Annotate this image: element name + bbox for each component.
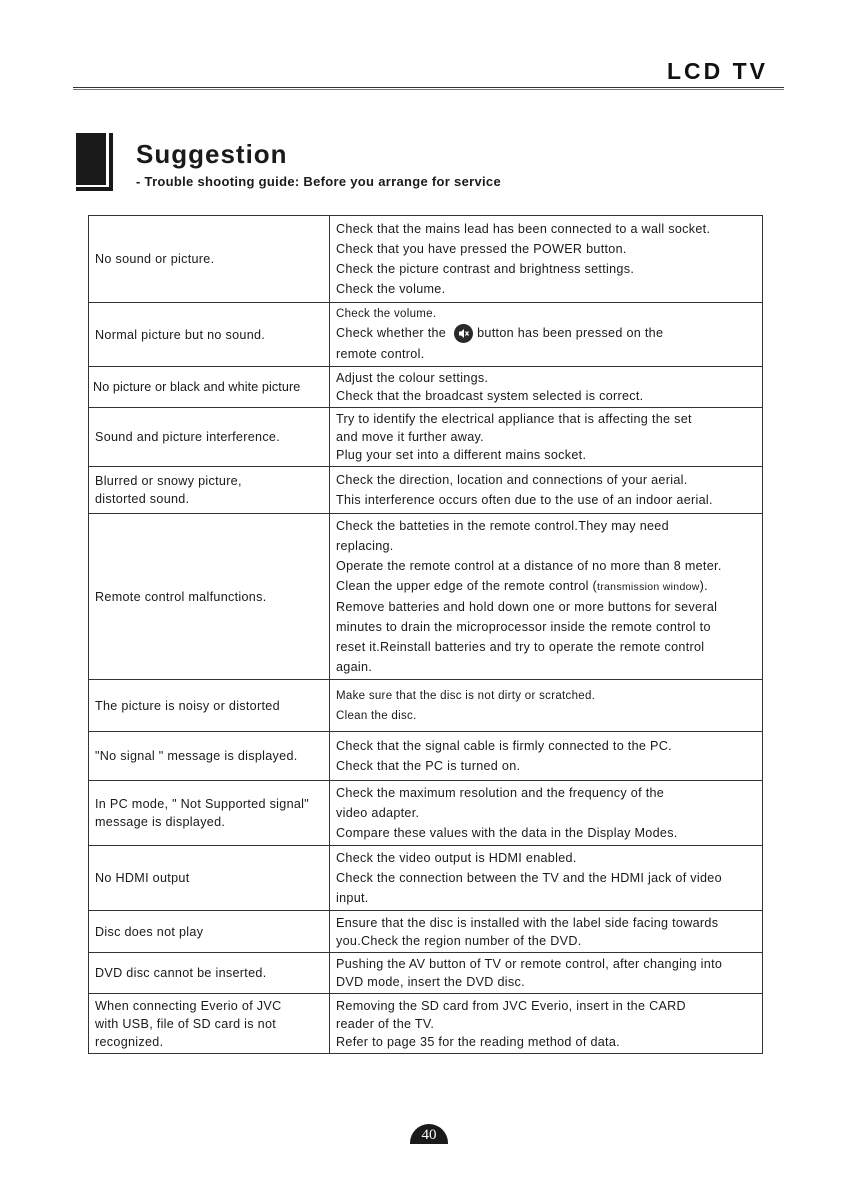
problem-cell — [89, 514, 330, 680]
problem-cell — [89, 367, 330, 408]
solution-text: Remove batteries and hold down one or more buttons for several — [336, 600, 718, 614]
table-row — [89, 367, 763, 408]
solution-text: again. — [336, 660, 373, 674]
solution-text: Ensure that the disc is installed with the label side facing towards — [336, 915, 719, 930]
solution-cell — [330, 846, 763, 911]
problem-cell — [89, 911, 330, 953]
solution-cell — [330, 680, 763, 732]
solution-cell — [330, 911, 763, 953]
problem-cell — [89, 994, 330, 1054]
solution-text: Check that the signal cable is firmly connected to the PC. — [336, 739, 672, 753]
table-row — [89, 216, 763, 303]
table-row — [89, 953, 763, 994]
solution-cell — [330, 953, 763, 994]
solution-text: replacing. — [336, 539, 394, 553]
solution-cell — [330, 467, 763, 514]
table-row — [89, 680, 763, 732]
solution-text: remote control. — [336, 346, 425, 361]
problem-text: message is displayed. — [95, 815, 226, 829]
table-row — [89, 303, 763, 367]
solution-text: reader of the TV. — [336, 1016, 435, 1031]
problem-text: No picture or black and white picture — [93, 380, 301, 394]
solution-cell — [330, 303, 763, 367]
problem-text: Remote control malfunctions. — [95, 589, 267, 604]
problem-text: In PC mode, " Not Supported signal" — [95, 797, 310, 811]
solution-text: transmission window — [597, 581, 700, 593]
problem-text: The picture is noisy or distorted — [95, 698, 280, 713]
solution-text: Pushing the AV button of TV or remote control, after changing into — [336, 957, 723, 971]
solution-text: Clean the upper edge of the remote control ( — [336, 579, 598, 593]
solution-text: ). — [699, 579, 708, 593]
problem-cell — [89, 216, 330, 303]
solution-text: Check that the mains lead has been connected to a wall socket. — [336, 222, 711, 236]
solution-text: Operate the remote control at a distance of no more than 8 meter. — [336, 559, 722, 573]
page-number: 40 — [410, 1124, 448, 1144]
table-row — [89, 846, 763, 911]
problem-cell — [89, 680, 330, 732]
problem-cell — [89, 846, 330, 911]
solution-text: Refer to page 35 for the reading method of data. — [336, 1034, 620, 1049]
mute-icon — [454, 324, 473, 343]
header-rule — [73, 87, 784, 90]
solution-text: Try to identify the electrical appliance that is affecting the set — [336, 412, 692, 426]
table-row — [89, 514, 763, 680]
solution-text: Check the volume. — [336, 308, 437, 321]
problem-cell — [89, 303, 330, 367]
solution-text: Plug your set into a different mains socket. — [336, 448, 587, 462]
solution-text: minutes to drain the microprocessor inside the remote control to — [336, 620, 711, 634]
solution-text: Compare these values with the data in the Display Modes. — [336, 826, 678, 840]
problem-text: No HDMI output — [95, 871, 190, 885]
solution-cell — [330, 216, 763, 303]
solution-text: Check the batteties in the remote control.They may need — [336, 519, 669, 533]
solution-text: Check that the broadcast system selected is correct. — [336, 389, 644, 403]
solution-cell — [330, 408, 763, 467]
problem-cell — [89, 732, 330, 781]
problem-cell — [89, 467, 330, 514]
problem-text: Blurred or snowy picture, — [95, 474, 242, 488]
solution-text: Check whether the — [336, 326, 447, 341]
solution-cell — [330, 367, 763, 408]
solution-text: and move it further away. — [336, 430, 484, 444]
solution-text: Clean the disc. — [336, 709, 417, 722]
problem-text: "No signal " message is displayed. — [95, 749, 298, 763]
solution-cell — [330, 994, 763, 1054]
problem-text: recognized. — [95, 1034, 164, 1049]
problem-text: When connecting Everio of JVC — [95, 998, 282, 1013]
solution-text: reset it.Reinstall batteries and try to operate the remote control — [336, 640, 705, 654]
problem-cell — [89, 408, 330, 467]
problem-text: with USB, file of SD card is not — [95, 1016, 277, 1031]
solution-text: Check the video output is HDMI enabled. — [336, 851, 577, 865]
problem-text: No sound or picture. — [95, 252, 215, 266]
solution-text: Check the maximum resolution and the frequency of the — [336, 786, 665, 800]
solution-text: Adjust the colour settings. — [336, 371, 489, 385]
solution-text: video adapter. — [336, 806, 420, 820]
problem-text: distorted sound. — [95, 492, 190, 506]
solution-text: Check that you have pressed the POWER button. — [336, 242, 627, 256]
section-title: Suggestion — [136, 139, 288, 169]
solution-text: you.Check the region number of the DVD. — [336, 933, 582, 948]
solution-text: Make sure that the disc is not dirty or scratched. — [336, 689, 596, 702]
solution-text: button has been pressed on the — [477, 326, 664, 341]
table-row — [89, 911, 763, 953]
solution-text: Check the direction, location and connections of your aerial. — [336, 473, 688, 487]
problem-cell — [89, 953, 330, 994]
solution-text: Check the connection between the TV and the HDMI jack of video — [336, 871, 722, 885]
solution-text: DVD mode, insert the DVD disc. — [336, 975, 525, 989]
problem-text: Normal picture but no sound. — [95, 327, 266, 342]
header-title: LCD TV — [666, 58, 768, 84]
solution-text: Check the volume. — [336, 282, 446, 296]
solution-text: Check the picture contrast and brightness settings. — [336, 262, 635, 276]
solution-text: input. — [336, 891, 369, 905]
section-marker-icon — [76, 133, 114, 191]
solution-text: Removing the SD card from JVC Everio, insert in the CARD — [336, 998, 686, 1013]
solution-text: Check that the PC is turned on. — [336, 759, 521, 773]
solution-cell — [330, 781, 763, 846]
problem-text: Sound and picture interference. — [95, 430, 281, 444]
problem-text: DVD disc cannot be inserted. — [95, 966, 267, 980]
problem-text: Disc does not play — [95, 924, 204, 939]
section-subtitle: - Trouble shooting guide: Before you arrange for service — [136, 174, 501, 189]
table-row — [89, 467, 763, 514]
table-row — [89, 994, 763, 1054]
solution-cell — [330, 732, 763, 781]
solution-cell — [330, 514, 763, 680]
solution-text: This interference occurs often due to the use of an indoor aerial. — [336, 493, 713, 507]
table-row — [89, 732, 763, 781]
table-row — [89, 408, 763, 467]
troubleshooting-table — [88, 215, 763, 1054]
table-row — [89, 781, 763, 846]
problem-cell — [89, 781, 330, 846]
